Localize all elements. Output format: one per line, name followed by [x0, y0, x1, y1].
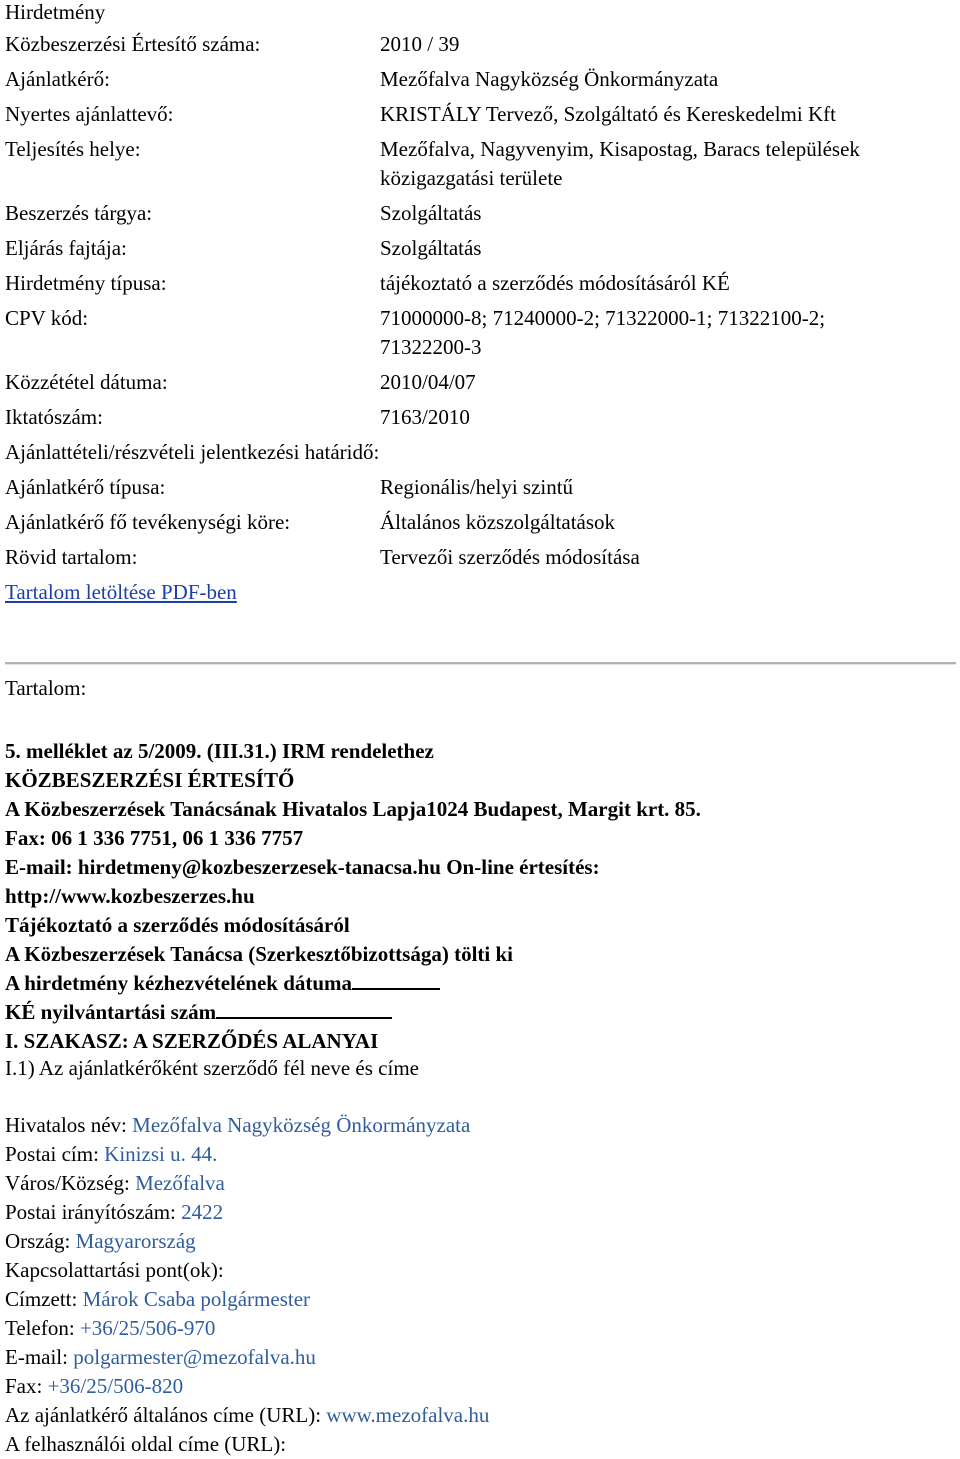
- meta-label: Ajánlatkérő:: [5, 67, 110, 91]
- meta-value: 2010/04/07: [380, 370, 476, 394]
- contact-label: Ország:: [5, 1229, 76, 1253]
- meta-label: Eljárás fajtája:: [5, 236, 127, 260]
- meta-row: [5, 59, 960, 94]
- contact-line: [5, 1372, 489, 1401]
- contact-line: [5, 1140, 489, 1169]
- bold-line: KÖZBESZERZÉSI ÉRTESÍTŐ: [5, 768, 295, 792]
- contact-value: Mezőfalva: [135, 1171, 225, 1195]
- meta-value-line: 71000000-8; 71240000-2; 71322000-1; 71322100-2;: [380, 306, 826, 330]
- download-pdf-link[interactable]: Tartalom letöltése PDF-ben: [5, 580, 237, 604]
- meta-label: CPV kód:: [5, 306, 89, 330]
- contact-block: [5, 1111, 489, 1459]
- divider: [5, 662, 956, 665]
- contact-value: 2422: [181, 1200, 224, 1224]
- meta-value: [380, 432, 960, 467]
- meta-row: [5, 397, 960, 432]
- contact-label: Az ajánlatkérő általános címe (URL):: [5, 1403, 327, 1427]
- bold-line: http://www.kozbeszerzes.hu: [5, 884, 255, 908]
- meta-row: [5, 467, 960, 502]
- contact-line: [5, 1198, 489, 1227]
- meta-label: Nyertes ajánlattevő:: [5, 102, 174, 126]
- contact-label: A felhasználói oldal címe (URL):: [5, 1432, 287, 1456]
- contact-value: Kinizsi u. 44.: [104, 1142, 218, 1166]
- bold-line: 5. melléklet az 5/2009. (III.31.) IRM rendelethez: [5, 739, 434, 763]
- fill-in-blank: [216, 999, 392, 1019]
- bold-line-text: KÉ nyilvántartási szám: [5, 1000, 217, 1024]
- bold-line-with-blank: [5, 969, 955, 998]
- contact-value: +36/25/506-970: [79, 1316, 216, 1340]
- contact-line: [5, 1314, 489, 1343]
- contact-label: E-mail:: [5, 1345, 74, 1369]
- meta-label: Iktatószám:: [5, 405, 103, 429]
- meta-row: [5, 30, 960, 59]
- bold-line: Tájékoztató a szerződés módosításáról: [5, 913, 350, 937]
- notice-header-block: [5, 737, 955, 1056]
- meta-row: [5, 298, 960, 362]
- meta-value: Általános közszolgáltatások: [380, 510, 616, 534]
- meta-row: [5, 228, 960, 263]
- meta-value-empty: [380, 572, 960, 607]
- contact-line: [5, 1256, 489, 1285]
- meta-label: Ajánlattételi/részvételi jelentkezési határidő:: [5, 440, 380, 464]
- meta-row: [5, 129, 960, 193]
- bold-line-with-blank: [5, 998, 955, 1027]
- bold-line-text: A hirdetmény kézhezvételének dátuma: [5, 971, 353, 995]
- contact-label: Postai cím:: [5, 1142, 105, 1166]
- meta-row: [5, 572, 960, 607]
- contact-line: [5, 1430, 489, 1459]
- contact-label: Hivatalos név:: [5, 1113, 133, 1137]
- contact-value: Mezőfalva Nagyközség Önkormányzata: [132, 1113, 471, 1137]
- meta-label: Közbeszerzési Értesítő száma:: [5, 32, 261, 56]
- contact-label: Címzett:: [5, 1287, 83, 1311]
- meta-row: [5, 537, 960, 572]
- meta-label: Teljesítés helye:: [5, 137, 141, 161]
- section-heading: I.1) Az ajánlatkérőként szerződő fél neve és címe: [5, 1056, 419, 1080]
- meta-value: 7163/2010: [380, 405, 470, 429]
- meta-value: 2010 / 39: [380, 32, 460, 56]
- meta-value: tájékoztató a szerződés módosításáról KÉ: [380, 271, 730, 295]
- meta-row: [5, 502, 960, 537]
- contact-line: [5, 1285, 489, 1314]
- meta-row: [5, 432, 960, 467]
- contact-label: Postai irányítószám:: [5, 1200, 182, 1224]
- meta-label: Közzététel dátuma:: [5, 370, 168, 394]
- meta-value: Mezőfalva Nagyközség Önkormányzata: [380, 67, 719, 91]
- meta-label: Rövid tartalom:: [5, 545, 138, 569]
- meta-value: Tervezői szerződés módosítása: [380, 545, 640, 569]
- content-label: Tartalom:: [5, 676, 87, 700]
- contact-value: Magyarország: [75, 1229, 196, 1253]
- contact-label: Fax:: [5, 1374, 48, 1398]
- contact-label: Város/Község:: [5, 1171, 136, 1195]
- meta-value-line: 71322200-3: [380, 335, 482, 359]
- meta-label: Ajánlatkérő típusa:: [5, 475, 166, 499]
- bold-line: A Közbeszerzések Tanácsának Hivatalos Lapja1024 Budapest, Margit krt. 85.: [5, 797, 701, 821]
- meta-row: [5, 263, 960, 298]
- contact-line: [5, 1169, 489, 1198]
- contact-value: Márok Csaba polgármester: [82, 1287, 311, 1311]
- contact-line: [5, 1401, 489, 1430]
- fill-in-blank: [352, 970, 440, 990]
- meta-label: Beszerzés tárgya:: [5, 201, 153, 225]
- meta-table: [5, 30, 960, 607]
- bold-line: I. SZAKASZ: A SZERZŐDÉS ALANYAI: [5, 1029, 379, 1053]
- meta-value: KRISTÁLY Tervező, Szolgáltató és Kereskedelmi Kft: [380, 102, 836, 126]
- contact-value: +36/25/506-820: [47, 1374, 184, 1398]
- meta-row: [5, 193, 960, 228]
- contact-line: [5, 1227, 489, 1256]
- meta-value: Szolgáltatás: [380, 236, 482, 260]
- bold-line: E-mail: hirdetmeny@kozbeszerzesek-tanacsa.hu On-line értesítés:: [5, 855, 600, 879]
- contact-value: www.mezofalva.hu: [326, 1403, 490, 1427]
- download-cell: [5, 572, 380, 607]
- contact-label: Kapcsolattartási pont(ok):: [5, 1258, 224, 1282]
- bold-line: A Közbeszerzések Tanácsa (Szerkesztőbizottsága) tölti ki: [5, 942, 514, 966]
- meta-value: Regionális/helyi szintű: [380, 475, 574, 499]
- meta-value-line: Mezőfalva, Nagyvenyim, Kisapostag, Baracs települések: [380, 137, 860, 161]
- meta-value: [380, 298, 960, 362]
- meta-row: [5, 362, 960, 397]
- page-title: Hirdetmény: [5, 0, 106, 24]
- meta-value-line: közigazgatási területe: [380, 166, 563, 190]
- contact-line: [5, 1343, 489, 1372]
- bold-line: Fax: 06 1 336 7751, 06 1 336 7757: [5, 826, 304, 850]
- meta-label: Hirdetmény típusa:: [5, 271, 167, 295]
- meta-value: [380, 129, 960, 193]
- contact-value: polgarmester@mezofalva.hu: [73, 1345, 316, 1369]
- meta-row: [5, 94, 960, 129]
- meta-label: Ajánlatkérő fő tevékenységi köre:: [5, 510, 291, 534]
- meta-value: Szolgáltatás: [380, 201, 482, 225]
- contact-label: Telefon:: [5, 1316, 80, 1340]
- contact-line: [5, 1111, 489, 1140]
